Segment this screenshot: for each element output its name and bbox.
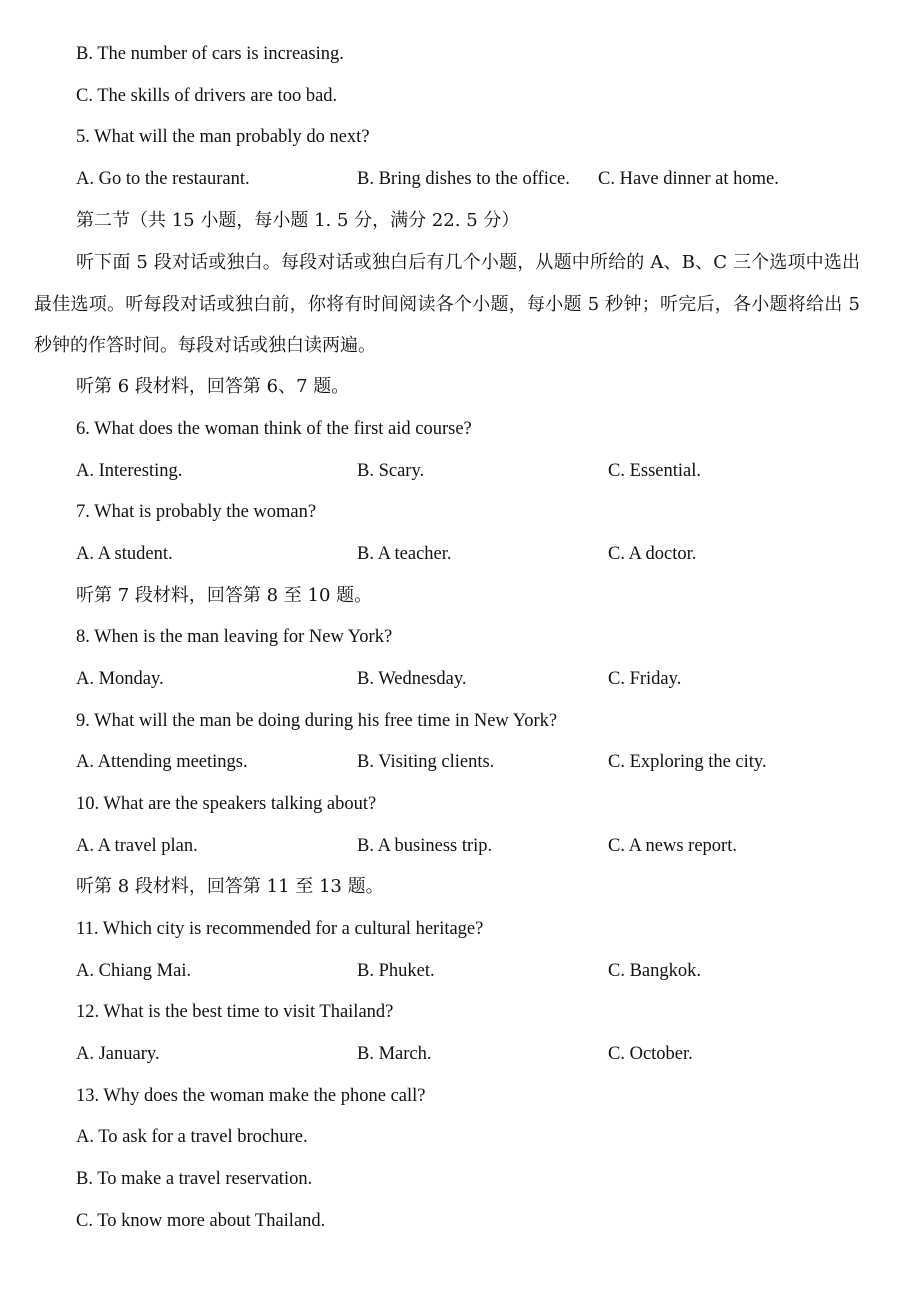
- option-b: B. Bring dishes to the office.: [357, 169, 570, 189]
- option-c: C. Have dinner at home.: [598, 169, 779, 189]
- material-heading: [0, 581, 900, 611]
- question-text: 9. What will the man be doing during his free time in New York?: [76, 711, 558, 731]
- option-b: B. To make a travel reservation.: [76, 1169, 313, 1189]
- options-row: [0, 456, 900, 486]
- question-text: 6. What does the woman think of the first aid course?: [76, 419, 472, 439]
- option-a: A. Chiang Mai.: [76, 961, 192, 981]
- option-line: [0, 39, 900, 69]
- question-line: [0, 997, 900, 1027]
- option-a: A. Attending meetings.: [76, 752, 248, 772]
- option-b: B. Wednesday.: [357, 669, 467, 689]
- option-b: B. Phuket.: [357, 961, 435, 981]
- question-text: 7. What is probably the woman?: [76, 502, 317, 522]
- option-b: B. March.: [357, 1044, 432, 1064]
- question-text: 8. When is the man leaving for New York?: [76, 627, 393, 647]
- instructions-paragraph: 听下面 5 段对话或独白。每段对话或独白后有几个小题，从题中所给的 A、B、C 三个选项中选出最佳选项。听每段对话或独白前，你将有时间阅读各个小题，每小题 5 秒钟；听完后，各小题将给出 5 秒钟的作答时间。每段对话或独白读两遍。: [34, 252, 860, 357]
- option-line: [0, 1206, 900, 1236]
- option-b: B. Scary.: [357, 461, 425, 481]
- question-line: [0, 122, 900, 152]
- options-row: [0, 747, 900, 777]
- option-c: C. A doctor.: [608, 544, 697, 564]
- option-a: A. January.: [76, 1044, 160, 1064]
- option-a: A. A travel plan.: [76, 836, 198, 856]
- material-heading: [0, 872, 900, 902]
- question-text: 5. What will the man probably do next?: [76, 127, 370, 147]
- option-c: C. A news report.: [608, 836, 737, 856]
- option-a: A. Go to the restaurant.: [76, 169, 250, 189]
- question-text: 11. Which city is recommended for a cultural heritage?: [76, 919, 484, 939]
- question-line: [0, 706, 900, 736]
- question-line: [0, 914, 900, 944]
- option-c: C. To know more about Thailand.: [76, 1211, 326, 1231]
- option-b: B. Visiting clients.: [357, 752, 495, 772]
- option-c: C. October.: [608, 1044, 693, 1064]
- options-row: [0, 539, 900, 569]
- section-heading-text: 第二节（共 15 小题，每小题 1. 5 分，满分 22. 5 分）: [76, 210, 520, 231]
- option-a: A. Interesting.: [76, 461, 183, 481]
- option-line: [0, 1164, 900, 1194]
- question-line: [0, 789, 900, 819]
- question-text: 10. What are the speakers talking about?: [76, 794, 377, 814]
- option-c: C. Bangkok.: [608, 961, 702, 981]
- option-a: A. Monday.: [76, 669, 164, 689]
- options-row: [0, 164, 900, 194]
- question-text: 12. What is the best time to visit Thailand?: [76, 1002, 394, 1022]
- options-row: [0, 1039, 900, 1069]
- material-heading-text: 听第 7 段材料，回答第 8 至 10 题。: [76, 585, 373, 606]
- option-line: [0, 1122, 900, 1152]
- option-c: C. Essential.: [608, 461, 702, 481]
- section-heading: [0, 206, 900, 236]
- option-text: B. The number of cars is increasing.: [76, 44, 344, 64]
- question-text: 13. Why does the woman make the phone call?: [76, 1086, 426, 1106]
- option-c: C. Exploring the city.: [608, 752, 767, 772]
- option-b: B. A teacher.: [357, 544, 452, 564]
- option-c: C. Friday.: [608, 669, 682, 689]
- material-heading-text: 听第 6 段材料，回答第 6、7 题。: [76, 376, 350, 397]
- option-b: B. A business trip.: [357, 836, 493, 856]
- material-heading: [0, 372, 900, 402]
- option-a: A. To ask for a travel brochure.: [76, 1127, 308, 1147]
- option-line: [0, 81, 900, 111]
- options-row: [0, 831, 900, 861]
- material-heading-text: 听第 8 段材料，回答第 11 至 13 题。: [76, 876, 384, 897]
- question-line: [0, 414, 900, 444]
- question-line: [0, 497, 900, 527]
- options-row: [0, 956, 900, 986]
- question-line: [0, 1081, 900, 1111]
- option-text: C. The skills of drivers are too bad.: [76, 86, 338, 106]
- question-line: [0, 622, 900, 652]
- options-row: [0, 664, 900, 694]
- option-a: A. A student.: [76, 544, 173, 564]
